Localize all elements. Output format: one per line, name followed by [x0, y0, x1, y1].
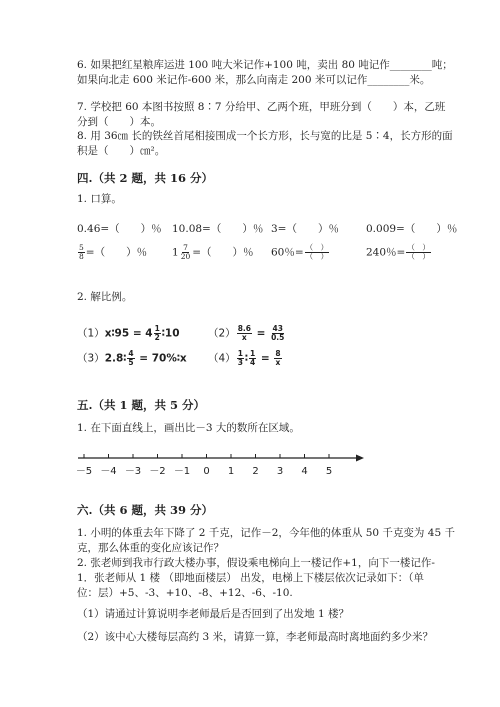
- fraction: $\frac{5}{8}$: [79, 243, 84, 261]
- proportion-3: （3）2.8∶ $\frac{4}{5}$ = 70%∶x: [77, 349, 187, 367]
- fraction: $\frac{1}{2}$: [154, 324, 160, 342]
- section-4-title: 四.（共 2 题，共 16 分）: [77, 171, 214, 185]
- s5-q1-prompt: 1. 在下面直线上，画出比－3 大的数所在区域。: [77, 422, 300, 434]
- section-5-title: 五.（共 1 题，共 5 分）: [77, 398, 206, 412]
- fraction: $\frac{1}{4}$: [250, 349, 256, 367]
- fraction: $\frac{( )}{( )}$: [407, 243, 430, 261]
- q8-line1: 8. 用 36㎝ 长的铁丝首尾相接围成一个长方形，长与宽的比是 5∶4，长方形的面: [77, 130, 453, 142]
- s6-q2-line1: 2. 张老师到我市行政大楼办事，假设乘电梯向上一楼记作+1，向下一楼记作-: [77, 557, 435, 569]
- oral-b3: 60％= $\frac{( )}{( )}$: [271, 243, 329, 261]
- number-line-label: －4: [100, 466, 117, 477]
- fraction: $\frac{8.6}{x}$: [237, 324, 251, 342]
- fraction: $\frac{( )}{( )}$: [305, 243, 329, 261]
- oral-b2: 1 $\frac{7}{20}$ =（ ）％: [172, 243, 254, 261]
- q8-line2: 积是（ ）㎝²。: [77, 145, 166, 157]
- proportion-2: （2） $\frac{8.6}{x}$ = $\frac{43}{0.5}$: [208, 324, 285, 342]
- number-line-label: －5: [75, 466, 93, 477]
- fraction: $\frac{4}{5}$: [128, 349, 134, 367]
- number-line-label: 2: [252, 466, 259, 477]
- oral-b4: 240％= $\frac{( )}{( )}$: [366, 243, 430, 261]
- s6-q1-line1: 1. 小明的体重去年下降了 2 千克，记作－2，今年他的体重从 50 千克变为 45 千: [77, 527, 455, 539]
- q6-line1: 6. 如果把红星粮库运进 100 吨大米记作+100 吨，卖出 80 吨记作________吨；: [77, 59, 453, 71]
- q6-line2: 如果向北走 600 米记作-600 米，那么向南走 200 米可以记作________米。: [77, 74, 431, 86]
- number-line-label: 1: [227, 466, 235, 477]
- oral-a2: 10.08=（ ）％: [172, 223, 264, 235]
- q7-line1: 7. 学校把 60 本图书按照 8∶7 分给甲、乙两个班，甲班分到（ ）本，乙班: [77, 101, 446, 113]
- number-line-label: －1: [173, 466, 191, 477]
- number-line-arrow-icon: [356, 455, 364, 462]
- s6-q1-line2: 克，那么体重的变化应该记作？: [77, 542, 224, 554]
- number-line-label: 4: [301, 466, 308, 477]
- fraction: $\frac{1}{3}$: [237, 349, 243, 367]
- oral-a4: 0.009=（ ）％: [366, 223, 458, 235]
- oral-a1: 0.46=（ ）％: [77, 223, 162, 235]
- number-line-label: 0: [203, 466, 210, 477]
- fraction: $\frac{43}{0.5}$: [271, 324, 285, 342]
- number-line-label: －3: [124, 466, 142, 477]
- number-line-label: 5: [325, 466, 333, 477]
- proportion-1: （1）x∶95 = 4 $\frac{1}{2}$ ∶10: [77, 324, 180, 342]
- s4-q1-prompt: 1. 口算。: [77, 193, 122, 205]
- section-6-title: 六.（共 6 题，共 39 分）: [77, 503, 214, 517]
- number-line-label: 3: [276, 466, 284, 477]
- proportion-4: （4） $\frac{1}{3}$ ∶ $\frac{1}{4}$ = $\frac{8}{x}$: [208, 349, 281, 367]
- s6-q2-sub2: （2）该中心大楼每层高约 3 米，请算一算，李老师最高时离地面约多少米？: [77, 631, 434, 643]
- oral-a3: 3=（ ）％: [271, 223, 339, 235]
- number-line: [70, 448, 370, 480]
- fraction: $\frac{8}{x}$: [275, 349, 281, 367]
- s4-q2-prompt: 2. 解比例。: [77, 291, 133, 303]
- fraction: $\frac{7}{20}$: [180, 243, 191, 261]
- oral-b1: $\frac{5}{8}$ =（ ）％: [79, 243, 148, 261]
- s6-q2-line3: 位：层）+5、-3、+10、-8、+12、-6、-10.: [77, 587, 293, 599]
- q7-line2: 分到（ ）本。: [77, 116, 161, 128]
- number-line-label: －2: [149, 466, 166, 477]
- s6-q2-line2: 1．张老师从 1 楼 （即地面楼层） 出发，电梯上下楼层依次记录如下：（单: [77, 572, 424, 584]
- s6-q2-sub1: （1）请通过计算说明李老师最后是否回到了出发地 1 楼？: [77, 608, 350, 620]
